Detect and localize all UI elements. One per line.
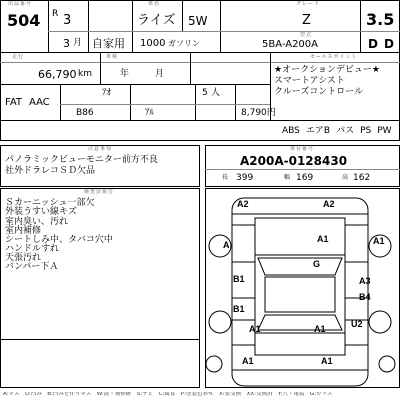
report-line: 外装うすい線キズ [5,207,77,217]
report-line: 室内臭い、汚れ [5,217,69,227]
height-value: 162 [353,173,371,183]
height-label: 高 [342,174,349,181]
spare-left-circle [206,356,222,372]
length-label: 長 [222,174,229,181]
mileage-value: 66,790 [38,68,77,81]
report-line: Ｓカーニッシュ一部欠 [5,198,95,208]
damage-mark: U2 [351,319,363,329]
report-line: ハンドルすれ [5,244,60,254]
damage-mark: A3 [359,276,371,286]
rear-glass [258,315,342,330]
equipment-item: パス [336,126,355,136]
damage-code-legend: A:キズ U:凹み B:凹みを伴うキズ W:波・補修跡 S:サビ C:腐食 P:塗装色あせ X:要交換 XX:交換済 Y:穴・亀裂 G:ガラス [3,392,333,397]
chassis-number: A200A-0128430 [240,154,348,168]
equipment-list [282,127,392,136]
hood-panel [255,218,345,255]
sales-point: クルーズコントロール [274,87,364,97]
report-line: バンパー下Ａ [5,262,59,272]
car-name-label: 車名 [148,1,161,7]
back-door-panel [255,333,345,355]
damage-mark: A [223,240,230,250]
era: R [52,9,59,19]
door-type: 5W [188,14,208,28]
fuel: ガソリン [168,39,200,48]
grade: Z [302,13,311,28]
model-label: 型式 [300,32,313,38]
damage-mark: G [313,259,321,269]
report-label: 検査員報告 [84,189,115,195]
width-value: 169 [296,173,314,183]
damage-mark: A1 [242,356,254,366]
damage-mark: A1 [321,356,333,366]
rear-left-wheel [209,311,231,333]
equipment-item: ABS [282,126,300,136]
notes-label: 注意事項 [88,146,113,152]
interior-score: D [368,37,378,51]
transmission: FAT [5,97,23,108]
report-line: 室内補修 [5,226,42,236]
air-conditioner: AAC [29,97,50,108]
capacity-value: 5 [202,88,208,98]
body-color: ｱｵ [102,88,112,98]
lot-number-label: 出品番号 [8,1,33,7]
damage-mark: A1 [249,324,261,334]
damage-mark: B1 [233,304,245,314]
note-line: パノラミックビューモニター前方不良 [5,155,158,165]
inspection-year-unit: 年 [120,69,130,79]
equipment-item: PW [377,126,392,136]
exterior-score: D [384,37,394,51]
displacement: 1000 [140,38,166,49]
overall-score: 3.5 [366,10,395,29]
mileage-unit: km [78,69,92,79]
equipment-item: エアB [305,126,331,136]
damage-mark: A2 [323,199,335,209]
car-name: ライズ [137,13,176,28]
recycle-fee: 8,790円 [241,108,276,118]
wheels: ｱﾙ [145,108,155,118]
sales-point: スマートアシスト [274,76,345,86]
windshield [258,258,342,275]
damage-mark: A1 [317,234,329,244]
damage-mark: B1 [233,274,245,284]
damage-mark: A1 [314,324,326,334]
registration-month-unit: 月 [73,38,83,48]
report-line: 天張汚れ [5,253,42,263]
capacity-unit: 人 [211,88,221,98]
width-label: 幅 [284,174,291,181]
damage-mark: A2 [237,199,249,209]
inspection-month-unit: 月 [155,69,165,79]
spare-right-circle [379,356,395,372]
length-value: 399 [236,173,254,183]
inspection-label: 車検 [106,54,119,60]
sales-point: ★オークションデビュー★ [274,65,380,75]
model-code: 5BA-A200A [262,39,319,50]
registration-month: 3 [63,37,70,50]
registration-year: 3 [63,13,72,28]
usage: 自家用 [92,37,125,50]
color-code: B86 [76,108,94,118]
grade-label: グレード [296,1,321,7]
sales-points-label: セールスポイント [310,54,358,60]
chassis-label: 車台番号 [290,146,315,152]
damage-mark: B4 [359,292,371,302]
report-line: シートしみ中、タバコ穴中 [5,235,113,245]
mileage-label: 走行 [12,54,25,60]
note-line: 社外ドラレコＳＤ欠品 [5,166,96,176]
lot-number: 504 [7,11,41,30]
equipment-item: PS [360,126,372,136]
car-damage-diagram [205,188,400,388]
roof-panel [265,277,335,312]
rear-right-wheel [369,311,391,333]
damage-mark: A1 [373,236,385,246]
